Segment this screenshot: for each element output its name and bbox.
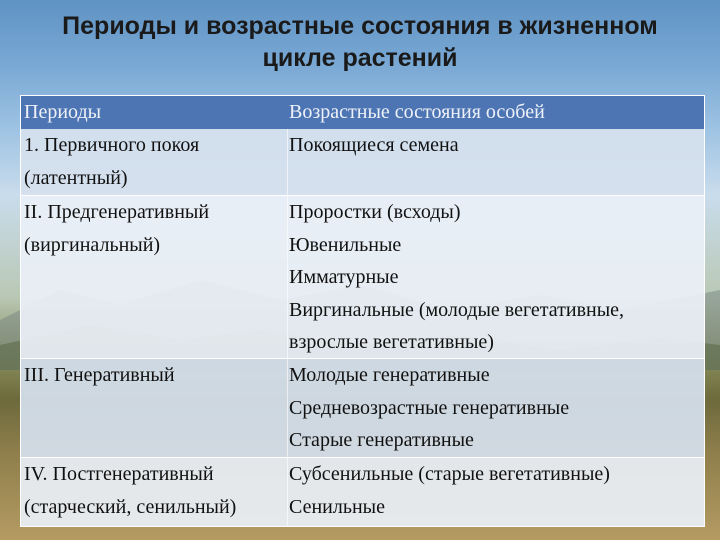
slide-title-line-1: Периоды и возрастные состояния в жизненном xyxy=(62,12,658,40)
table-row xyxy=(21,129,704,195)
slide-title-line-2: цикле растений xyxy=(262,44,458,72)
state-line: Старые генеративные xyxy=(289,429,474,451)
period-line: 1. Первичного покоя xyxy=(24,134,200,156)
header-age-states: Возрастные состояния особей xyxy=(289,101,545,123)
state-line: Проростки (всходы) xyxy=(289,201,461,223)
state-line: Молодые генеративные xyxy=(289,364,490,386)
slide-title xyxy=(0,10,720,74)
states-cell xyxy=(287,129,704,195)
states-cell xyxy=(287,359,704,457)
period-cell xyxy=(21,458,287,526)
states-cell xyxy=(287,458,704,526)
period-cell xyxy=(21,129,287,195)
period-line: IV. Постгенеративный xyxy=(24,463,214,485)
period-line: III. Генеративный xyxy=(24,364,175,386)
state-line: Виргинальные (молодые вегетативные, xyxy=(289,298,625,321)
table-header-row xyxy=(21,96,704,129)
state-line: Покоящиеся семена xyxy=(289,134,459,156)
table-row xyxy=(21,196,704,358)
table-row xyxy=(21,359,704,457)
state-line: Имматурные xyxy=(289,266,399,288)
period-cell xyxy=(21,196,287,358)
state-line: Сенильные xyxy=(289,495,385,518)
period-line: (старческий, сенильный) xyxy=(24,495,237,518)
table-row xyxy=(21,458,704,526)
state-line: Субсенильные (старые вегетативные) xyxy=(289,463,610,485)
period-line: (латентный) xyxy=(24,166,128,189)
header-periods: Периоды xyxy=(24,101,102,123)
period-line: II. Предгенеративный xyxy=(24,201,210,223)
period-line: (виргинальный) xyxy=(24,233,161,256)
state-line: взрослые вегетативные) xyxy=(289,331,494,353)
state-line: Средневозрастные генеративные xyxy=(289,396,570,419)
state-line: Ювенильные xyxy=(289,233,402,256)
life-cycle-table xyxy=(20,95,705,527)
states-cell xyxy=(287,196,704,358)
period-cell xyxy=(21,359,287,457)
